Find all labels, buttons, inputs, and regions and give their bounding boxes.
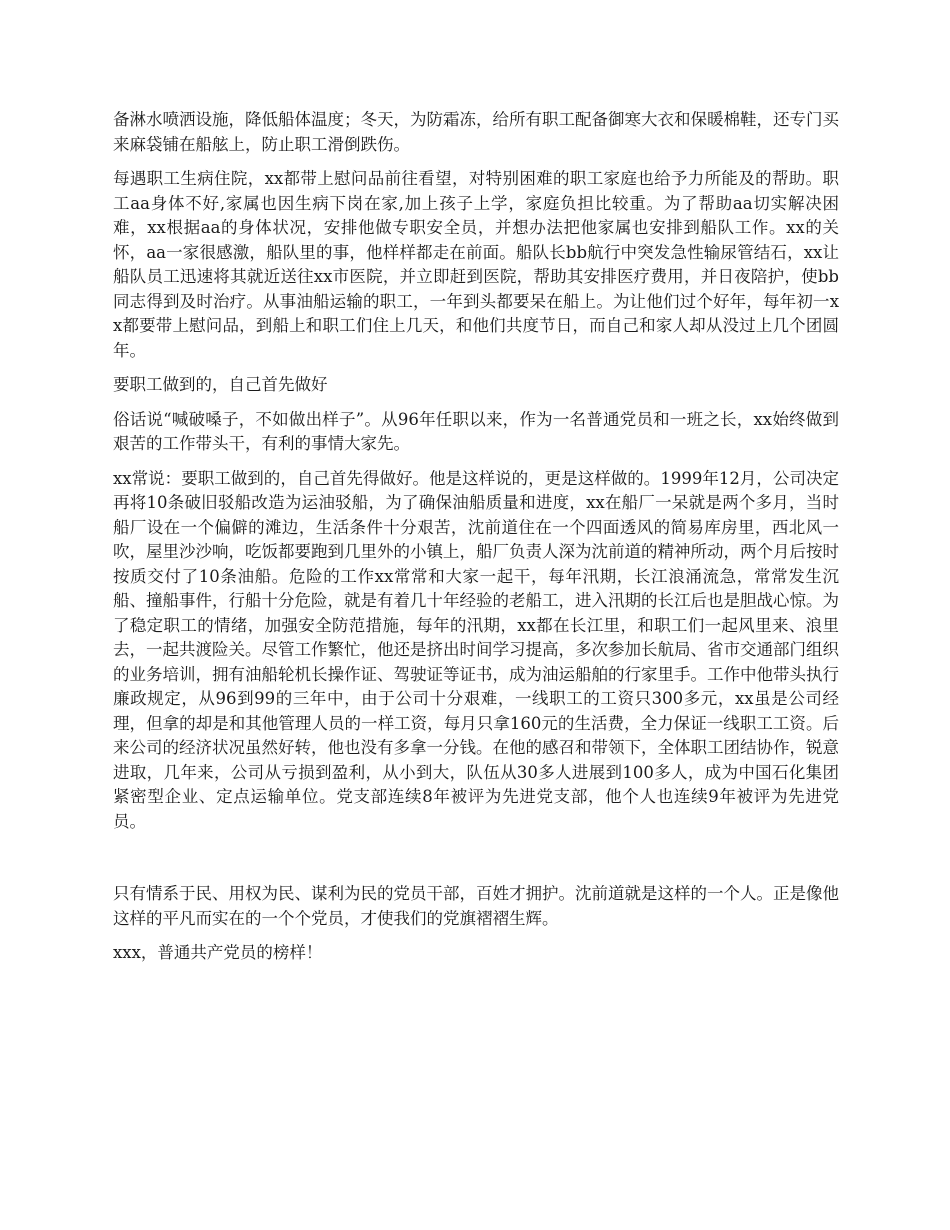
section-heading: 要职工做到的，自己首先做好	[113, 375, 328, 394]
paragraph-3: 俗话说“喊破嗓子，不如做出样子”。从96年任职以来，作为一名普通党员和一班之长，xx始终做到艰苦的工作带头干，有利的事情大家先。	[113, 409, 839, 453]
blank-line	[113, 844, 839, 882]
paragraph-1: 备淋水喷洒设施，降低船体温度；冬天，为防霜冻，给所有职工配备御寒大衣和保暖棉鞋，还专门买来麻袋铺在船舷上，防止职工滑倒跌伤。	[113, 110, 839, 154]
paragraph-5: 只有情系于民、用权为民、谋利为民的党员干部，百姓才拥护。沈前道就是这样的一个人。正是像他这样的平凡而实在的一个个党员，才使我们的党旗褶褶生辉。	[113, 884, 839, 928]
document-page	[113, 108, 839, 976]
paragraph-2: 每遇职工生病住院，xx都带上慰问品前往看望，对特别困难的职工家庭也给予力所能及的帮助。职工aa身体不好,家属也因生病下岗在家,加上孩子上学，家庭负担比较重。为了帮助aa切实解决困难，xx根据aa的身体状况，安排他做专职安全员，并想办法把他家属也安排到船队工作。xx的关怀，aa一家很感激，船队里的事，他样样都走在前面。船队长bb航行中突发急性输尿管结石，xx让船队员工迅速将其就近送往xx市医院，并立即赶到医院，帮助其安排医疗费用，并日夜陪护，使bb同志得到及时治疗。从事油船运输的职工，一年到头都要呆在船上。为让他们过个好年，每年初一xx都要带上慰问品，到船上和职工们住上几天，和他们共度节日，而自己和家人却从没过上几个团圆年。	[113, 169, 839, 360]
closing-line: xxx，普通共产党员的榜样！	[113, 943, 323, 962]
paragraph-4: xx常说：要职工做到的，自己首先得做好。他是这样说的，更是这样做的。1999年12月，公司决定再将10条破旧驳船改造为运油驳船，为了确保油船质量和进度，xx在船厂一呆就是两个多月，当时船厂设在一个偏僻的滩边，生活条件十分艰苦，沈前道住在一个四面透风的简易库房里，西北风一吹，屋里沙沙响，吃饭都要跑到几里外的小镇上，船厂负责人深为沈前道的精神所动，两个月后按时按质交付了10条油船。危险的工作xx常常和大家一起干，每年汛期，长江浪涌流急，常常发生沉船、撞船事件，行船十分危险，就是有着几十年经验的老船工，进入汛期的长江后也是胆战心惊。为了稳定职工的情绪，加强安全防范措施，每年的汛期，xx都在长江里，和职工们一起风里来、浪里去，一起共渡险关。尽管工作繁忙，他还是挤出时间学习提高，多次参加长航局、省市交通部门组织的业务培训，拥有油船轮机长操作证、驾驶证等证书，成为油运船舶的行家里手。工作中他带头执行廉政规定，从96到99的三年中，由于公司十分艰难，一线职工的工资只300多元，xx虽是公司经理，但拿的却是和其他管理人员的一样工资，每月只拿160元的生活费，全力保证一线职工工资。后来公司的经济状况虽然好转，他也没有多拿一分钱。在他的感召和带领下，全体职工团结协作，锐意进取，几年来，公司从亏损到盈利，从小到大，队伍从30多人进展到100多人，成为中国石化集团紧密型企业、定点运输单位。党支部连续8年被评为先进党支部，他个人也连续9年被评为先进党员。	[113, 468, 839, 831]
